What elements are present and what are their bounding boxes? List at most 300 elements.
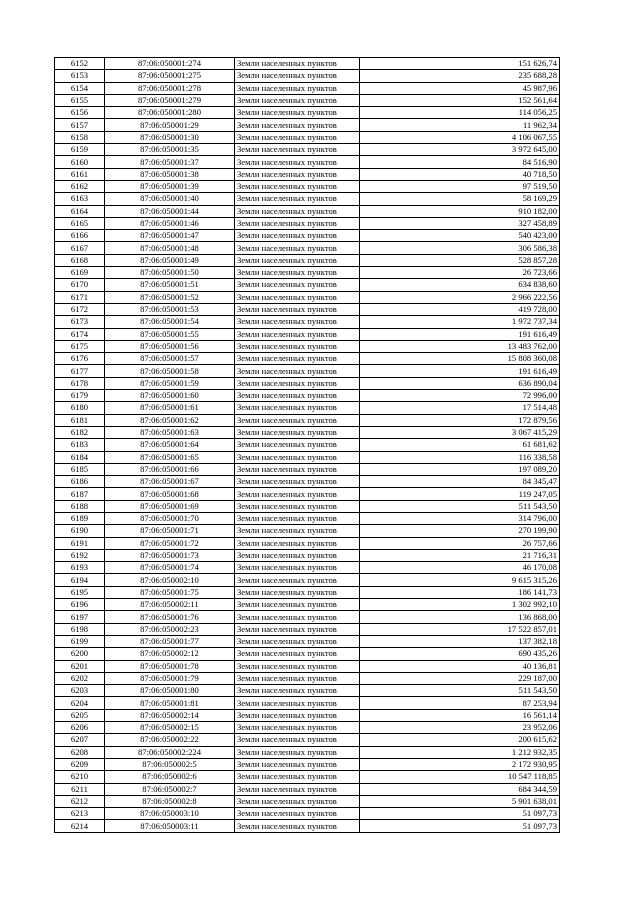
row-number-cell: 6194 (55, 574, 105, 586)
table-row (55, 353, 560, 365)
cadastral-value-cell: 72 996,00 (360, 390, 560, 402)
cadastral-value-cell: 116 338,58 (360, 451, 560, 463)
table-row (55, 746, 560, 758)
table-row (55, 279, 560, 291)
row-number-cell: 6211 (55, 783, 105, 795)
table-row (55, 340, 560, 352)
row-number-cell: 6195 (55, 586, 105, 598)
row-number-cell: 6153 (55, 70, 105, 82)
table-row (55, 193, 560, 205)
land-category-cell: Земли населенных пунктов (235, 439, 360, 451)
table-row (55, 783, 560, 795)
table-body (55, 58, 560, 833)
cadastral-value-cell: 540 423,00 (360, 230, 560, 242)
cadastral-number-cell: 87:06:050001:48 (105, 242, 235, 254)
cadastral-value-cell: 200 615,62 (360, 734, 560, 746)
row-number-cell: 6174 (55, 328, 105, 340)
cadastral-number-cell: 87:06:050001:66 (105, 463, 235, 475)
cadastral-number-cell: 87:06:050001:60 (105, 390, 235, 402)
cadastral-number-cell: 87:06:050001:58 (105, 365, 235, 377)
table-row (55, 144, 560, 156)
row-number-cell: 6155 (55, 94, 105, 106)
row-number-cell: 6183 (55, 439, 105, 451)
cadastral-number-cell: 87:06:050002:11 (105, 599, 235, 611)
cadastral-number-cell: 87:06:050001:49 (105, 254, 235, 266)
cadastral-number-cell: 87:06:050001:75 (105, 586, 235, 598)
land-category-cell: Земли населенных пунктов (235, 205, 360, 217)
land-category-cell: Земли населенных пунктов (235, 58, 360, 70)
cadastral-number-cell: 87:06:050002:10 (105, 574, 235, 586)
table-row (55, 586, 560, 598)
table-row (55, 58, 560, 70)
land-category-cell: Земли населенных пунктов (235, 771, 360, 783)
table-row (55, 377, 560, 389)
row-number-cell: 6188 (55, 500, 105, 512)
cadastral-value-cell: 1 302 992,10 (360, 599, 560, 611)
cadastral-number-cell: 87:06:050001:30 (105, 131, 235, 143)
row-number-cell: 6187 (55, 488, 105, 500)
row-number-cell: 6200 (55, 648, 105, 660)
land-category-cell: Земли населенных пунктов (235, 377, 360, 389)
cadastral-value-cell: 58 169,29 (360, 193, 560, 205)
land-category-cell: Земли населенных пунктов (235, 168, 360, 180)
land-category-cell: Земли населенных пунктов (235, 230, 360, 242)
row-number-cell: 6168 (55, 254, 105, 266)
row-number-cell: 6210 (55, 771, 105, 783)
cadastral-value-cell: 690 435,26 (360, 648, 560, 660)
cadastral-number-cell: 87:06:050001:69 (105, 500, 235, 512)
cadastral-value-cell: 2 966 222,56 (360, 291, 560, 303)
land-category-cell: Земли населенных пунктов (235, 254, 360, 266)
row-number-cell: 6180 (55, 402, 105, 414)
cadastral-value-cell: 61 681,62 (360, 439, 560, 451)
cadastral-number-cell: 87:06:050001:46 (105, 217, 235, 229)
cadastral-number-cell: 87:06:050001:275 (105, 70, 235, 82)
cadastral-value-cell: 9 615 315,26 (360, 574, 560, 586)
row-number-cell: 6178 (55, 377, 105, 389)
row-number-cell: 6165 (55, 217, 105, 229)
cadastral-number-cell: 87:06:050002:6 (105, 771, 235, 783)
cadastral-number-cell: 87:06:050001:278 (105, 82, 235, 94)
table-row (55, 180, 560, 192)
row-number-cell: 6197 (55, 611, 105, 623)
cadastral-number-cell: 87:06:050001:57 (105, 353, 235, 365)
land-category-cell: Земли населенных пунктов (235, 512, 360, 524)
row-number-cell: 6202 (55, 672, 105, 684)
cadastral-value-cell: 327 458,89 (360, 217, 560, 229)
table-row (55, 500, 560, 512)
table-row (55, 648, 560, 660)
cadastral-value-cell: 136 868,00 (360, 611, 560, 623)
land-category-cell: Земли населенных пунктов (235, 783, 360, 795)
cadastral-number-cell: 87:06:050001:279 (105, 94, 235, 106)
land-category-cell: Земли населенных пунктов (235, 390, 360, 402)
row-number-cell: 6189 (55, 512, 105, 524)
land-category-cell: Земли населенных пунктов (235, 82, 360, 94)
table-row (55, 70, 560, 82)
row-number-cell: 6158 (55, 131, 105, 143)
land-category-cell: Земли населенных пунктов (235, 193, 360, 205)
row-number-cell: 6205 (55, 709, 105, 721)
table-row (55, 722, 560, 734)
land-category-cell: Земли населенных пунктов (235, 291, 360, 303)
cadastral-number-cell: 87:06:050001:37 (105, 156, 235, 168)
row-number-cell: 6160 (55, 156, 105, 168)
land-category-cell: Земли населенных пунктов (235, 549, 360, 561)
land-category-cell: Земли населенных пунктов (235, 611, 360, 623)
table-row (55, 758, 560, 770)
cadastral-value-cell: 1 972 737,34 (360, 316, 560, 328)
table-row (55, 254, 560, 266)
row-number-cell: 6190 (55, 525, 105, 537)
row-number-cell: 6196 (55, 599, 105, 611)
cadastral-value-cell: 40 136,81 (360, 660, 560, 672)
row-number-cell: 6175 (55, 340, 105, 352)
cadastral-value-cell: 419 728,00 (360, 303, 560, 315)
table-row (55, 94, 560, 106)
cadastral-number-cell: 87:06:050001:72 (105, 537, 235, 549)
table-row (55, 402, 560, 414)
cadastral-number-cell: 87:06:050002:5 (105, 758, 235, 770)
table-row (55, 709, 560, 721)
land-category-cell: Земли населенных пунктов (235, 402, 360, 414)
land-category-cell: Земли населенных пунктов (235, 746, 360, 758)
land-category-cell: Земли населенных пунктов (235, 107, 360, 119)
table-row (55, 426, 560, 438)
land-category-cell: Земли населенных пунктов (235, 562, 360, 574)
table-row (55, 291, 560, 303)
table-row (55, 476, 560, 488)
cadastral-value-cell: 191 616,49 (360, 365, 560, 377)
table-row (55, 512, 560, 524)
land-category-cell: Земли населенных пунктов (235, 353, 360, 365)
table-row (55, 808, 560, 820)
cadastral-value-cell: 17 522 857,01 (360, 623, 560, 635)
cadastral-number-cell: 87:06:050001:64 (105, 439, 235, 451)
table-row (55, 390, 560, 402)
cadastral-value-cell: 97 519,50 (360, 180, 560, 192)
table-row (55, 328, 560, 340)
land-category-cell: Земли населенных пунктов (235, 623, 360, 635)
row-number-cell: 6166 (55, 230, 105, 242)
row-number-cell: 6191 (55, 537, 105, 549)
row-number-cell: 6162 (55, 180, 105, 192)
cadastral-value-cell: 2 172 930,95 (360, 758, 560, 770)
table-row (55, 549, 560, 561)
row-number-cell: 6193 (55, 562, 105, 574)
land-category-cell: Земли населенных пунктов (235, 488, 360, 500)
cadastral-number-cell: 87:06:050001:61 (105, 402, 235, 414)
table-row (55, 168, 560, 180)
cadastral-value-cell: 84 345,47 (360, 476, 560, 488)
cadastral-value-cell: 40 718,50 (360, 168, 560, 180)
cadastral-number-cell: 87:06:050001:40 (105, 193, 235, 205)
cadastral-value-cell: 511 543,50 (360, 500, 560, 512)
cadastral-value-cell: 16 561,14 (360, 709, 560, 721)
cadastral-number-cell: 87:06:050001:68 (105, 488, 235, 500)
cadastral-number-cell: 87:06:050001:67 (105, 476, 235, 488)
table-row (55, 230, 560, 242)
cadastral-value-cell: 26 723,66 (360, 267, 560, 279)
row-number-cell: 6185 (55, 463, 105, 475)
land-category-cell: Земли населенных пунктов (235, 463, 360, 475)
cadastral-number-cell: 87:06:050001:280 (105, 107, 235, 119)
land-category-cell: Земли населенных пунктов (235, 525, 360, 537)
table-row (55, 635, 560, 647)
cadastral-value-cell: 910 182,00 (360, 205, 560, 217)
cadastral-value-cell: 15 808 360,08 (360, 353, 560, 365)
cadastral-value-cell: 114 056,25 (360, 107, 560, 119)
cadastral-value-cell: 26 757,66 (360, 537, 560, 549)
cadastral-number-cell: 87:06:050001:51 (105, 279, 235, 291)
land-category-cell: Земли населенных пунктов (235, 340, 360, 352)
row-number-cell: 6203 (55, 685, 105, 697)
table-row (55, 537, 560, 549)
row-number-cell: 6208 (55, 746, 105, 758)
cadastral-value-cell: 229 187,00 (360, 672, 560, 684)
land-category-cell: Земли населенных пунктов (235, 267, 360, 279)
land-category-cell: Земли населенных пунктов (235, 795, 360, 807)
land-category-cell: Земли населенных пунктов (235, 426, 360, 438)
land-category-cell: Земли населенных пунктов (235, 685, 360, 697)
land-category-cell: Земли населенных пунктов (235, 131, 360, 143)
land-category-cell: Земли населенных пунктов (235, 722, 360, 734)
row-number-cell: 6212 (55, 795, 105, 807)
land-category-cell: Земли населенных пунктов (235, 672, 360, 684)
land-category-cell: Земли населенных пунктов (235, 365, 360, 377)
table-row (55, 611, 560, 623)
land-category-cell: Земли населенных пунктов (235, 599, 360, 611)
land-category-cell: Земли населенных пунктов (235, 279, 360, 291)
cadastral-value-cell: 4 106 067,55 (360, 131, 560, 143)
cadastral-number-cell: 87:06:050001:38 (105, 168, 235, 180)
land-category-cell: Земли населенных пунктов (235, 414, 360, 426)
cadastral-number-cell: 87:06:050003:10 (105, 808, 235, 820)
row-number-cell: 6182 (55, 426, 105, 438)
row-number-cell: 6167 (55, 242, 105, 254)
row-number-cell: 6192 (55, 549, 105, 561)
cadastral-value-cell: 119 247,05 (360, 488, 560, 500)
cadastral-value-cell: 46 170,08 (360, 562, 560, 574)
table-row (55, 599, 560, 611)
cadastral-number-cell: 87:06:050003:11 (105, 820, 235, 832)
land-category-cell: Земли населенных пунктов (235, 758, 360, 770)
cadastral-number-cell: 87:06:050001:73 (105, 549, 235, 561)
cadastral-number-cell: 87:06:050001:39 (105, 180, 235, 192)
cadastral-number-cell: 87:06:050002:8 (105, 795, 235, 807)
table-row (55, 660, 560, 672)
row-number-cell: 6159 (55, 144, 105, 156)
row-number-cell: 6181 (55, 414, 105, 426)
table-row (55, 82, 560, 94)
land-category-cell: Земли населенных пунктов (235, 242, 360, 254)
table-row (55, 205, 560, 217)
table-row (55, 303, 560, 315)
cadastral-number-cell: 87:06:050002:14 (105, 709, 235, 721)
cadastral-value-cell: 152 561,64 (360, 94, 560, 106)
cadastral-value-cell: 3 972 645,00 (360, 144, 560, 156)
land-category-cell: Земли населенных пунктов (235, 500, 360, 512)
land-category-cell: Земли населенных пунктов (235, 635, 360, 647)
cadastral-number-cell: 87:06:050001:70 (105, 512, 235, 524)
cadastral-value-cell: 45 987,96 (360, 82, 560, 94)
cadastral-number-cell: 87:06:050001:56 (105, 340, 235, 352)
cadastral-number-cell: 87:06:050001:78 (105, 660, 235, 672)
cadastral-value-cell: 186 141,73 (360, 586, 560, 598)
cadastral-number-cell: 87:06:050001:29 (105, 119, 235, 131)
cadastral-value-cell: 191 616,49 (360, 328, 560, 340)
land-category-cell: Земли населенных пунктов (235, 94, 360, 106)
table-row (55, 672, 560, 684)
cadastral-number-cell: 87:06:050001:74 (105, 562, 235, 574)
row-number-cell: 6201 (55, 660, 105, 672)
cadastral-number-cell: 87:06:050001:77 (105, 635, 235, 647)
cadastral-number-cell: 87:06:050001:65 (105, 451, 235, 463)
table-row (55, 771, 560, 783)
cadastral-number-cell: 87:06:050001:52 (105, 291, 235, 303)
row-number-cell: 6179 (55, 390, 105, 402)
land-category-cell: Земли населенных пунктов (235, 119, 360, 131)
cadastral-value-cell: 636 890,04 (360, 377, 560, 389)
table-row (55, 795, 560, 807)
table-row (55, 131, 560, 143)
cadastral-number-cell: 87:06:050001:47 (105, 230, 235, 242)
table-row (55, 242, 560, 254)
cadastral-number-cell: 87:06:050002:7 (105, 783, 235, 795)
cadastral-number-cell: 87:06:050001:35 (105, 144, 235, 156)
land-category-cell: Земли населенных пунктов (235, 808, 360, 820)
cadastral-value-cell: 511 543,50 (360, 685, 560, 697)
cadastral-number-cell: 87:06:050001:44 (105, 205, 235, 217)
cadastral-value-cell: 137 382,18 (360, 635, 560, 647)
cadastral-value-cell: 306 586,38 (360, 242, 560, 254)
land-category-cell: Земли населенных пунктов (235, 660, 360, 672)
cadastral-value-cell: 84 516,90 (360, 156, 560, 168)
table-row (55, 217, 560, 229)
cadastral-value-cell: 270 199,90 (360, 525, 560, 537)
row-number-cell: 6177 (55, 365, 105, 377)
row-number-cell: 6154 (55, 82, 105, 94)
cadastral-number-cell: 87:06:050002:15 (105, 722, 235, 734)
cadastral-value-cell: 1 212 932,35 (360, 746, 560, 758)
cadastral-number-cell: 87:06:050001:79 (105, 672, 235, 684)
cadastral-value-cell: 151 626,74 (360, 58, 560, 70)
row-number-cell: 6169 (55, 267, 105, 279)
cadastral-number-cell: 87:06:050002:12 (105, 648, 235, 660)
row-number-cell: 6204 (55, 697, 105, 709)
land-category-cell: Земли населенных пунктов (235, 586, 360, 598)
row-number-cell: 6152 (55, 58, 105, 70)
cadastral-number-cell: 87:06:050001:274 (105, 58, 235, 70)
land-category-cell: Земли населенных пунктов (235, 316, 360, 328)
land-category-cell: Земли населенных пунктов (235, 180, 360, 192)
cadastral-number-cell: 87:06:050001:59 (105, 377, 235, 389)
table-row (55, 107, 560, 119)
cadastral-number-cell: 87:06:050001:80 (105, 685, 235, 697)
land-category-cell: Земли населенных пунктов (235, 70, 360, 82)
table-row (55, 316, 560, 328)
cadastral-value-cell: 10 547 118,85 (360, 771, 560, 783)
cadastral-number-cell: 87:06:050001:55 (105, 328, 235, 340)
cadastral-value-cell: 172 879,56 (360, 414, 560, 426)
row-number-cell: 6206 (55, 722, 105, 734)
table-row (55, 623, 560, 635)
table-row (55, 365, 560, 377)
table-row (55, 451, 560, 463)
row-number-cell: 6164 (55, 205, 105, 217)
cadastral-value-cell: 314 796,00 (360, 512, 560, 524)
cadastral-number-cell: 87:06:050001:50 (105, 267, 235, 279)
table-row (55, 488, 560, 500)
cadastral-value-cell: 51 097,73 (360, 820, 560, 832)
land-category-cell: Земли населенных пунктов (235, 697, 360, 709)
cadastral-value-cell: 684 344,59 (360, 783, 560, 795)
row-number-cell: 6170 (55, 279, 105, 291)
row-number-cell: 6214 (55, 820, 105, 832)
land-category-cell: Земли населенных пунктов (235, 156, 360, 168)
cadastral-number-cell: 87:06:050002:224 (105, 746, 235, 758)
land-category-cell: Земли населенных пунктов (235, 144, 360, 156)
table-row (55, 574, 560, 586)
cadastral-value-cell: 23 952,06 (360, 722, 560, 734)
row-number-cell: 6207 (55, 734, 105, 746)
row-number-cell: 6163 (55, 193, 105, 205)
land-category-cell: Земли населенных пунктов (235, 451, 360, 463)
row-number-cell: 6198 (55, 623, 105, 635)
row-number-cell: 6173 (55, 316, 105, 328)
cadastral-value-cell: 21 716,31 (360, 549, 560, 561)
land-category-cell: Земли населенных пунктов (235, 734, 360, 746)
cadastral-value-cell: 528 857,28 (360, 254, 560, 266)
cadastral-value-cell: 17 514,48 (360, 402, 560, 414)
row-number-cell: 6176 (55, 353, 105, 365)
cadastral-value-cell: 87 253,94 (360, 697, 560, 709)
cadastral-number-cell: 87:06:050001:54 (105, 316, 235, 328)
cadastral-value-cell: 235 688,28 (360, 70, 560, 82)
cadastral-number-cell: 87:06:050001:53 (105, 303, 235, 315)
land-category-cell: Земли населенных пунктов (235, 328, 360, 340)
row-number-cell: 6157 (55, 119, 105, 131)
table-row (55, 685, 560, 697)
cadastral-value-cell: 51 097,73 (360, 808, 560, 820)
table-row (55, 439, 560, 451)
cadastral-number-cell: 87:06:050001:76 (105, 611, 235, 623)
land-category-cell: Земли населенных пунктов (235, 476, 360, 488)
table-row (55, 734, 560, 746)
cadastral-value-cell: 5 901 638,01 (360, 795, 560, 807)
table-row (55, 156, 560, 168)
cadastral-number-cell: 87:06:050001:71 (105, 525, 235, 537)
cadastral-value-cell: 634 838,60 (360, 279, 560, 291)
table-row (55, 267, 560, 279)
table-row (55, 414, 560, 426)
cadastral-value-cell: 197 089,20 (360, 463, 560, 475)
table-row (55, 562, 560, 574)
row-number-cell: 6171 (55, 291, 105, 303)
row-number-cell: 6209 (55, 758, 105, 770)
land-category-cell: Земли населенных пунктов (235, 303, 360, 315)
row-number-cell: 6199 (55, 635, 105, 647)
land-category-cell: Земли населенных пунктов (235, 574, 360, 586)
row-number-cell: 6172 (55, 303, 105, 315)
table-row (55, 697, 560, 709)
cadastral-number-cell: 87:06:050002:23 (105, 623, 235, 635)
table-row (55, 820, 560, 832)
cadastral-number-cell: 87:06:050001:62 (105, 414, 235, 426)
cadastral-number-cell: 87:06:050001:63 (105, 426, 235, 438)
row-number-cell: 6161 (55, 168, 105, 180)
land-category-cell: Земли населенных пунктов (235, 709, 360, 721)
